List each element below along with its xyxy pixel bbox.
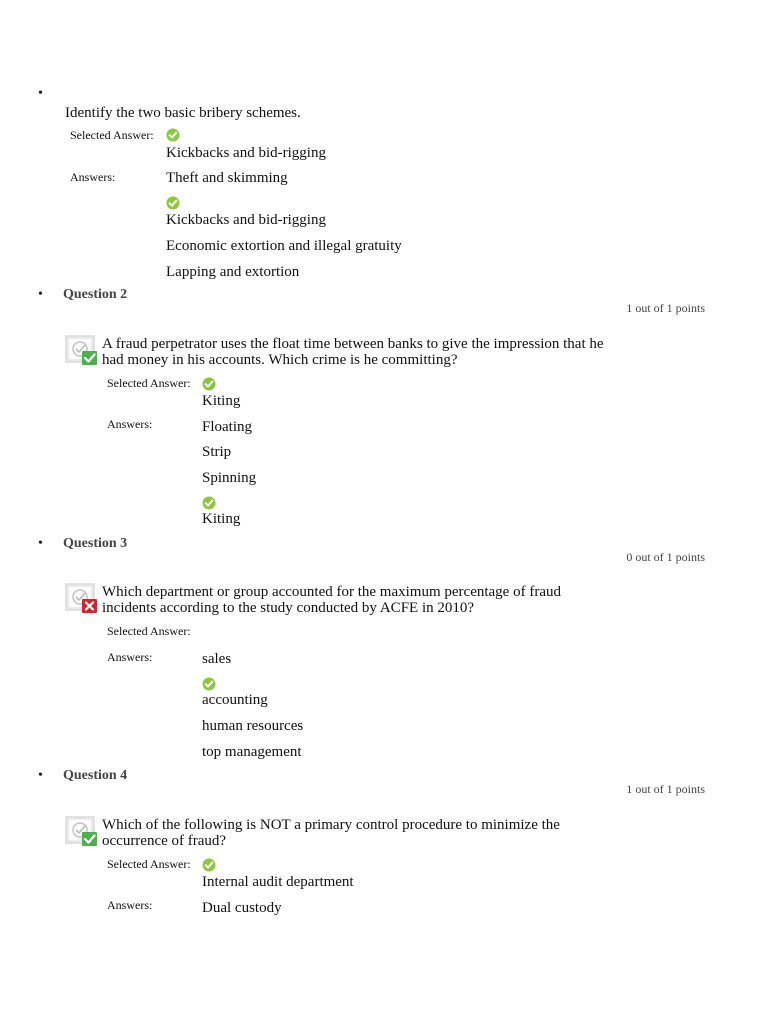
- question-points: 1 out of 1 points: [626, 782, 705, 796]
- answer-option: Spinning: [202, 470, 257, 486]
- answer-option: Floating: [202, 419, 253, 435]
- selected-answer-label: Selected Answer:: [107, 857, 191, 871]
- question-title: Question 2: [63, 287, 128, 302]
- check-circle-icon: [166, 196, 180, 210]
- answer-option-correct: Kiting: [202, 511, 241, 527]
- selected-answer: Internal audit department: [202, 874, 354, 890]
- answers-label: Answers:: [107, 417, 153, 431]
- selected-answer-label: Selected Answer:: [70, 128, 154, 142]
- question-points: 0 out of 1 points: [626, 550, 705, 564]
- answer-option: sales: [202, 651, 232, 667]
- answer-option: top management: [202, 744, 302, 760]
- check-circle-icon: [202, 858, 216, 872]
- answers-label: Answers:: [107, 650, 153, 664]
- selected-answer-label: Selected Answer:: [107, 624, 191, 638]
- check-circle-icon: [202, 377, 216, 391]
- selected-answer-label: Selected Answer:: [107, 376, 191, 390]
- answer-option: Dual custody: [202, 900, 282, 916]
- answer-option: Theft and skimming: [166, 170, 288, 186]
- answer-option-correct: accounting: [202, 692, 268, 708]
- question-text-line1: A fraud perpetrator uses the float time between banks to give the impression that he: [102, 336, 604, 352]
- selected-answer: Kiting: [202, 393, 241, 409]
- question-correct-icon: [65, 816, 99, 848]
- check-circle-icon: [202, 496, 216, 510]
- answer-option: Economic extortion and illegal gratuity: [166, 238, 402, 254]
- question-text-line1: Which department or group accounted for the maximum percentage of fraud: [102, 584, 561, 600]
- answer-option: human resources: [202, 718, 304, 734]
- check-circle-icon: [202, 677, 216, 691]
- list-bullet: •: [38, 768, 43, 783]
- answer-option-correct: Kickbacks and bid-rigging: [166, 212, 326, 228]
- selected-answer: Kickbacks and bid-rigging: [166, 145, 326, 161]
- question-incorrect-icon: [65, 583, 99, 615]
- question-points: 1 out of 1 points: [626, 301, 705, 315]
- answer-option: Lapping and extortion: [166, 264, 300, 280]
- list-bullet: •: [38, 287, 43, 302]
- question-correct-icon: [65, 335, 99, 367]
- list-bullet: •: [38, 536, 43, 551]
- question-text-line1: Which of the following is NOT a primary control procedure to minimize the: [102, 817, 560, 833]
- answer-option: Strip: [202, 444, 232, 460]
- check-circle-icon: [166, 128, 180, 142]
- answers-label: Answers:: [70, 170, 116, 184]
- question-text: Identify the two basic bribery schemes.: [65, 105, 301, 121]
- question-title: Question 4: [63, 768, 128, 783]
- question-title: Question 3: [63, 536, 128, 551]
- answers-label: Answers:: [107, 898, 153, 912]
- question-text-line2: incidents according to the study conducted by ACFE in 2010?: [102, 600, 475, 616]
- question-text-line2: had money in his accounts. Which crime is he committing?: [102, 352, 458, 368]
- question-text-line2: occurrence of fraud?: [102, 833, 227, 849]
- list-bullet: •: [38, 86, 43, 101]
